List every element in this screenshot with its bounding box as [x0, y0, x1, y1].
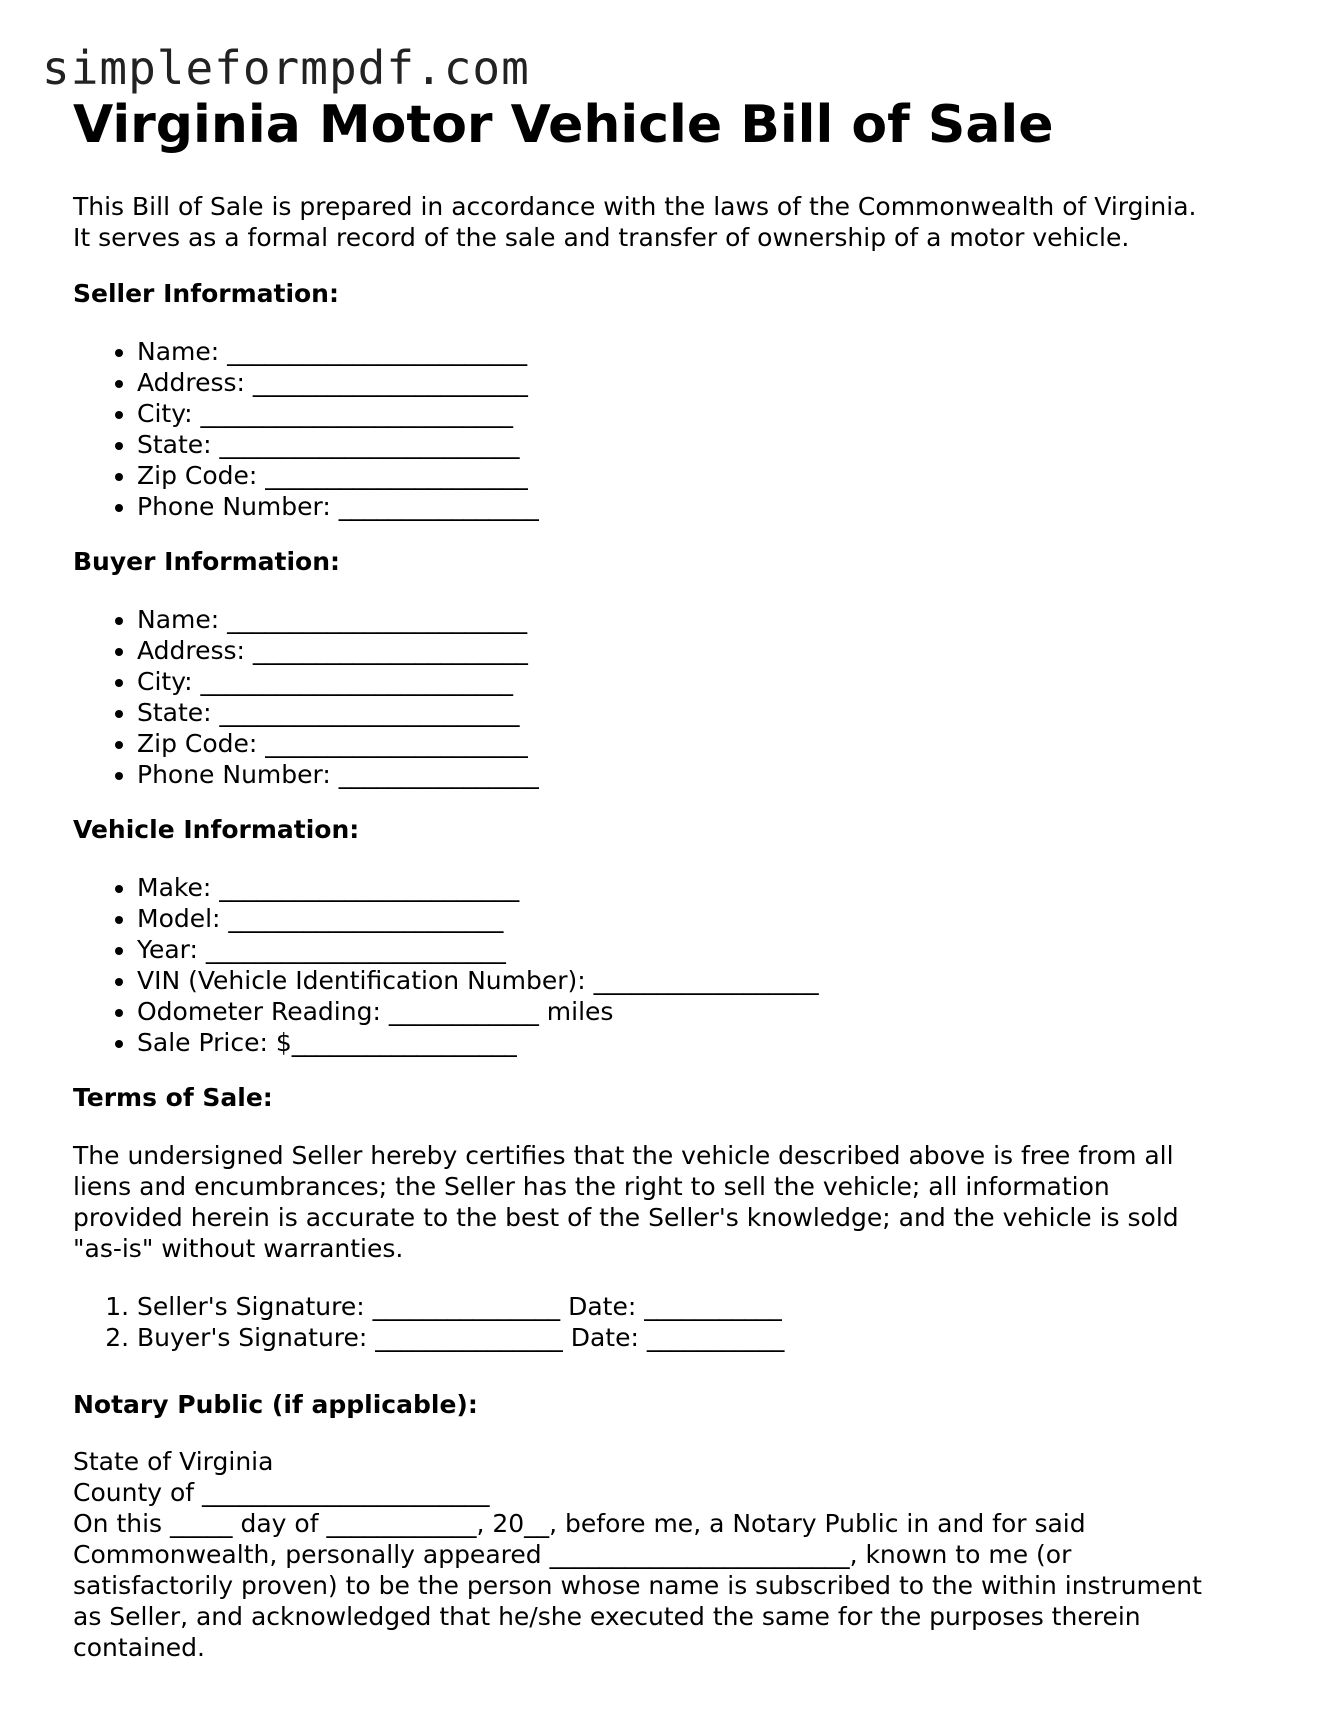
- buyer-city-field: • City: _________________________: [137, 666, 539, 697]
- vehicle-heading: Vehicle Information:: [73, 815, 360, 844]
- vehicle-sale-price-field: • Sale Price: $__________________: [137, 1027, 819, 1058]
- vehicle-year-field: • Year: ________________________: [137, 934, 819, 965]
- terms-paragraph: [73, 1140, 1263, 1264]
- seller-signature-line: 1. Seller's Signature: _______________ Date: ___________: [137, 1291, 784, 1322]
- buyer-signature-line: 2. Buyer's Signature: _______________ Date: ___________: [137, 1322, 784, 1353]
- seller-city-field: • City: _________________________: [137, 398, 539, 429]
- notary-county-line: County of _______________________: [73, 1478, 490, 1507]
- document-title: Virginia Motor Vehicle Bill of Sale: [73, 95, 1054, 155]
- vehicle-vin-field: • VIN (Vehicle Identification Number): __________________: [137, 965, 819, 996]
- vehicle-make-field: • Make: ________________________: [137, 872, 819, 903]
- seller-phone-field: • Phone Number: ________________: [137, 491, 539, 522]
- buyer-heading: Buyer Information:: [73, 547, 341, 576]
- terms-heading: Terms of Sale:: [73, 1083, 273, 1112]
- buyer-state-field: • State: ________________________: [137, 697, 539, 728]
- vehicle-odometer-field: • Odometer Reading: ____________ miles: [137, 996, 819, 1027]
- buyer-zip-field: • Zip Code: _____________________: [137, 728, 539, 759]
- notary-text-line: as Seller, and acknowledged that he/she executed the same for the purposes therein: [73, 1602, 1141, 1631]
- site-watermark: simpleformpdf.com: [42, 41, 530, 95]
- seller-state-field: • State: ________________________: [137, 429, 539, 460]
- notary-heading: Notary Public (if applicable):: [73, 1390, 478, 1419]
- notary-text-line: satisfactorily proven) to be the person whose name is subscribed to the within instrument: [73, 1571, 1202, 1600]
- seller-address-field: • Address: ______________________: [137, 367, 539, 398]
- intro-line: It serves as a formal record of the sale and transfer of ownership of a motor vehicle.: [73, 223, 1130, 252]
- seller-heading: Seller Information:: [73, 279, 339, 308]
- terms-line: liens and encumbrances; the Seller has the right to sell the vehicle; all information: [73, 1172, 1110, 1201]
- seller-name-field: • Name: ________________________: [137, 336, 539, 367]
- buyer-address-field: • Address: ______________________: [137, 635, 539, 666]
- buyer-name-field: • Name: ________________________: [137, 604, 539, 635]
- terms-line: provided herein is accurate to the best of the Seller's knowledge; and the vehicle is sold: [73, 1203, 1179, 1232]
- intro-line: This Bill of Sale is prepared in accordance with the laws of the Commonwealth of Virginia.: [73, 192, 1197, 221]
- buyer-fields-list: [73, 604, 539, 790]
- terms-line: The undersigned Seller hereby certifies that the vehicle described above is free from all: [73, 1141, 1174, 1170]
- notary-text-line: On this _____ day of ____________, 20__, before me, a Notary Public in and for said: [73, 1509, 1086, 1538]
- signature-list: [73, 1291, 784, 1353]
- notary-text-line: contained.: [73, 1633, 205, 1662]
- seller-zip-field: • Zip Code: _____________________: [137, 460, 539, 491]
- notary-paragraph: [73, 1446, 1263, 1663]
- intro-paragraph: [73, 191, 1263, 253]
- seller-fields-list: [73, 336, 539, 522]
- vehicle-fields-list: [73, 872, 819, 1058]
- vehicle-model-field: • Model: ______________________: [137, 903, 819, 934]
- notary-state-line: State of Virginia: [73, 1447, 274, 1476]
- buyer-phone-field: • Phone Number: ________________: [137, 759, 539, 790]
- terms-line: "as-is" without warranties.: [73, 1234, 404, 1263]
- notary-text-line: Commonwealth, personally appeared ________________________, known to me (or: [73, 1540, 1072, 1569]
